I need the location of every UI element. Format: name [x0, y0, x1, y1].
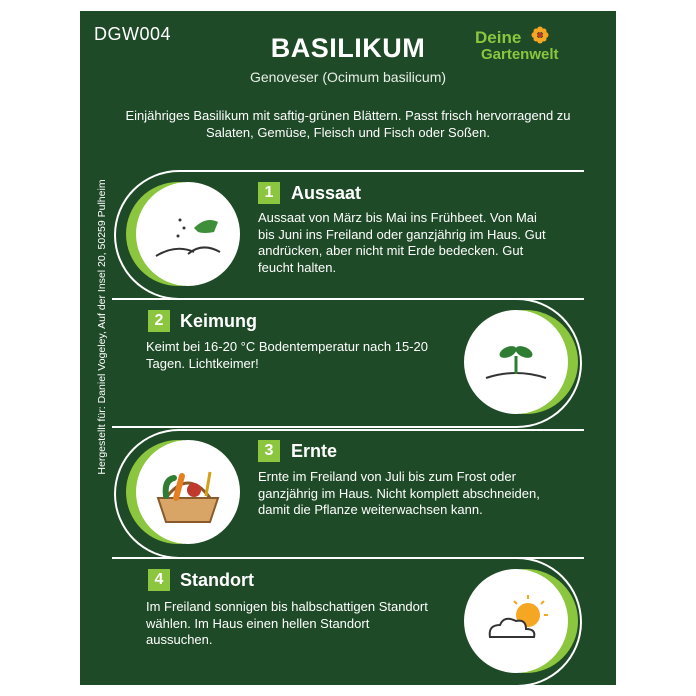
harvest-basket-icon — [136, 440, 240, 544]
sun-cloud-icon — [464, 569, 568, 673]
step-3-title: Ernte — [291, 441, 338, 461]
sowing-hand-icon — [136, 182, 240, 286]
manufacturer-note: Hergestellt für: Daniel Vogeley, Auf der Insel 20, 50259 Pulheim — [96, 179, 108, 475]
product-code: DGW004 — [94, 24, 172, 44]
step-2-number: 2 — [148, 310, 170, 332]
step-3-circle — [136, 440, 240, 544]
step-3-number: 3 — [258, 440, 280, 462]
step-2-circle — [464, 310, 568, 414]
step-1-text: Aussaat von März bis Mai ins Frühbeet. Von Mai bis Juni ins Freiland oder ganzjährig im Haus. Gut andrücken, aber nicht mit Erde bedecken. Gut feucht halten. — [258, 210, 546, 275]
step-4-title: Standort — [180, 570, 254, 590]
step-2-text: Keimt bei 16-20 °C Bodentemperatur nach 15-20 Tagen. Lichtkeimer! — [146, 339, 428, 371]
step-4-circle — [464, 569, 568, 673]
seed-packet-back — [80, 11, 616, 685]
page-subtitle: Genoveser (Ocimum basilicum) — [249, 69, 447, 85]
sprout-icon — [464, 310, 568, 414]
intro-text: Einjähriges Basilikum mit saftig-grünen Blättern. Passt frisch hervorragend zu Salaten, Gemüse, Fleisch und Fisch oder Soßen. — [125, 108, 571, 140]
brand-line2: Gartenwelt — [481, 46, 559, 63]
step-1-title: Aussaat — [291, 183, 362, 203]
step-4-number: 4 — [148, 569, 170, 591]
step-1-number: 1 — [258, 182, 280, 204]
step-2-title: Keimung — [180, 311, 258, 331]
brand-line1: Deine — [475, 28, 522, 47]
step-3-text: Ernte im Freiland von Juli bis zum Frost oder ganzjährig im Haus. Nicht komplett abschneiden, damit die Pflanze weiterwachsen kann. — [258, 469, 540, 517]
step-1-circle — [136, 182, 240, 286]
step-4-text: Im Freiland sonnigen bis halbschattigen Standort wählen. Im Haus einen hellen Standort aussuchen. — [146, 599, 428, 647]
page-title: BASILIKUM — [270, 33, 426, 63]
